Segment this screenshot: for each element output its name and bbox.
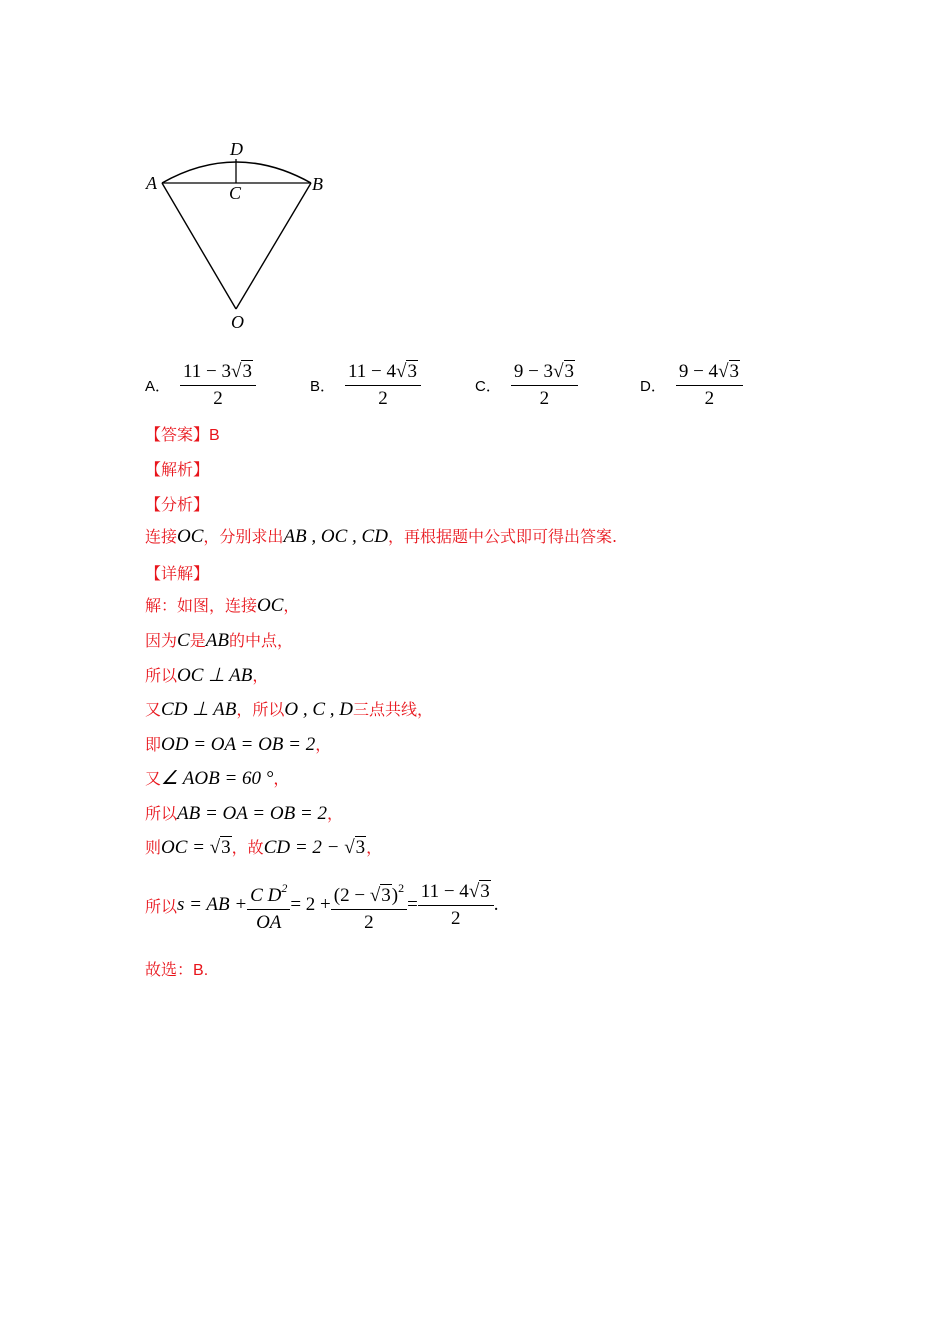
detail-tag: 【详解】 — [145, 564, 210, 583]
option-fraction: $\frac{9 - 4√3}{2}$ — [676, 361, 743, 410]
option-letter: B． — [310, 377, 336, 395]
option-fraction: $\frac{11 - 3√3}{2}$ — [180, 361, 256, 410]
option-fraction: $\frac{9 - 3√3}{2}$ — [511, 361, 578, 410]
label-c: C — [229, 183, 242, 203]
answer-value: B — [209, 427, 220, 444]
geometry-figure — [140, 135, 340, 335]
option-letter: C． — [475, 377, 501, 395]
option-letter: D． — [640, 377, 666, 395]
detail-line-7: 所以AB = OA = OB = 2， — [145, 803, 344, 824]
final-formula: 所以 s = AB + $\frac{C D^2}{OA}$ = 2 + $\frac{(2 - √3)^2}{2}$ = $\frac{11 - 4√3}{2}$ . — [145, 875, 499, 935]
option-c[interactable] — [475, 358, 578, 412]
label-o: O — [231, 312, 244, 332]
detail-line-3: 所以OC ⊥ AB， — [145, 665, 269, 686]
answer-options — [145, 358, 845, 412]
detail-line-8: 则OC = √3，故CD = 2 − √3， — [145, 837, 383, 858]
option-b[interactable] — [310, 358, 421, 412]
detail-line-6: 又∠ AOB = 60 °， — [145, 768, 290, 789]
radius-oa — [162, 183, 236, 309]
fenxi-text: 连接OC，分别求出AB , OC , CD，再根据题中公式即可得出答案. — [145, 526, 618, 547]
label-a: A — [146, 173, 157, 193]
label-d: D — [230, 139, 243, 159]
detail-line-5: 即OD = OA = OB = 2， — [145, 734, 332, 755]
conclusion-line: 故选：B. — [145, 960, 209, 979]
fenxi-tag: 【分析】 — [145, 495, 210, 514]
fraction-cd-over-oa: $\frac{C D^2}{OA}$ — [247, 877, 290, 934]
radius-ob — [236, 183, 311, 309]
analysis-tag: 【解析】 — [145, 460, 210, 479]
fraction-squared: $\frac{(2 - √3)^2}{2}$ — [331, 877, 407, 934]
answer-line: 【答案】B — [145, 425, 220, 444]
sector-diagram — [140, 135, 340, 335]
label-b: B — [312, 174, 323, 194]
option-letter: A． — [145, 377, 171, 395]
detail-line-4: 又CD ⊥ AB，所以O , C , D三点共线， — [145, 699, 433, 720]
option-a[interactable] — [145, 358, 256, 412]
detail-line-2: 因为C是AB的中点， — [145, 630, 293, 651]
option-fraction: $\frac{11 - 4√3}{2}$ — [345, 361, 421, 410]
detail-line-1: 解：如图，连接OC， — [145, 595, 300, 616]
option-d[interactable] — [640, 358, 743, 412]
fraction-result: $\frac{11 - 4√3}{2}$ — [418, 881, 494, 930]
